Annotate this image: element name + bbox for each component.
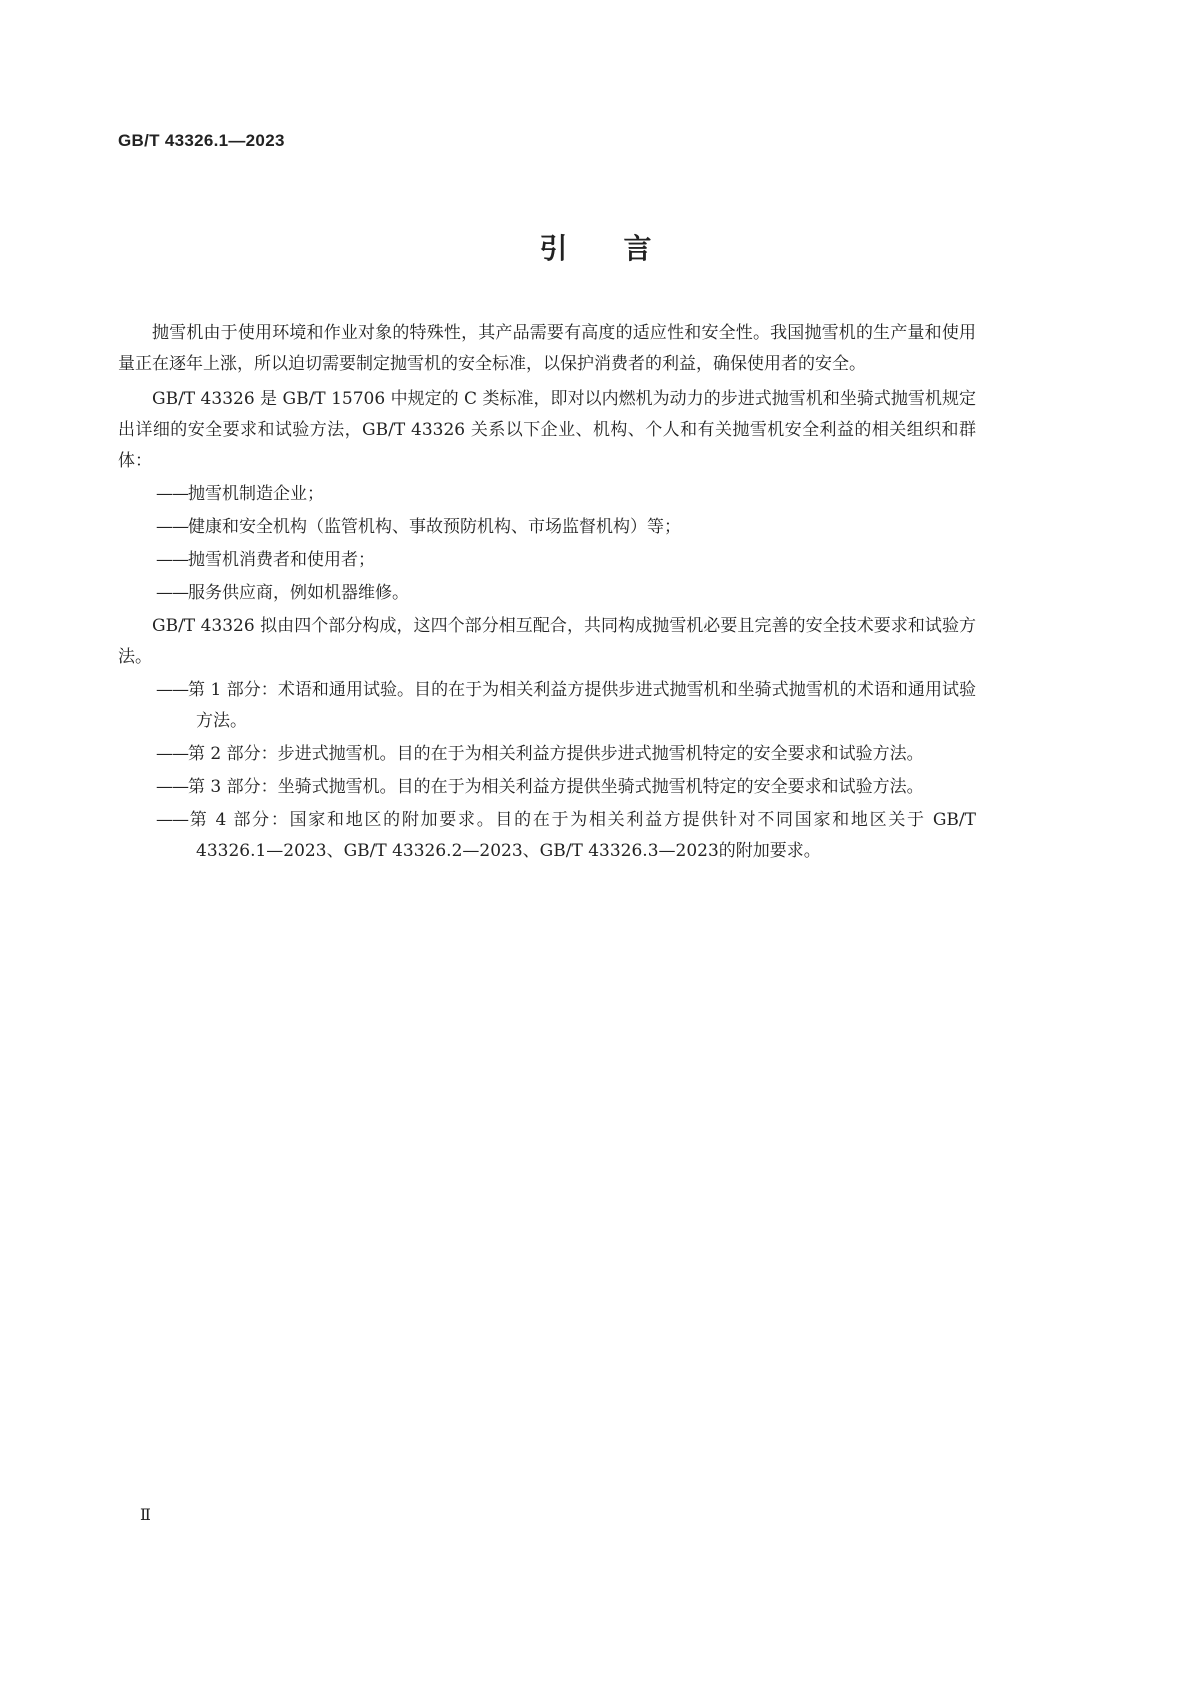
list-item-part: [118, 739, 976, 770]
list-item-text: 第 1 部分：术语和通用试验。目的在于为相关利益方提供步进式抛雪机和坐骑式抛雪机的术语和通用试验方法。: [188, 680, 976, 731]
list-dash: ——: [156, 583, 188, 603]
list-item-text: 抛雪机消费者和使用者；: [188, 550, 375, 570]
list-item-part: [118, 805, 976, 867]
standard-number: GB/T 43326.1—2023: [118, 131, 285, 150]
list-item-part: [118, 772, 976, 803]
list-dash: ——: [156, 680, 188, 700]
document-body: [118, 318, 976, 867]
page-number: Ⅱ: [140, 1505, 151, 1524]
list-item-text: 抛雪机制造企业；: [188, 484, 324, 504]
list-dash: ——: [156, 517, 188, 537]
list-item-stakeholder: [118, 545, 976, 576]
list-item-stakeholder: [118, 479, 976, 510]
page-title: 引言: [539, 232, 708, 265]
list-item-text: 健康和安全机构（监管机构、事故预防机构、市场监督机构）等；: [188, 517, 681, 537]
list-item-text: 第 3 部分：坐骑式抛雪机。目的在于为相关利益方提供坐骑式抛雪机特定的安全要求和试验方法。: [188, 777, 924, 797]
list-dash: ——: [156, 484, 188, 504]
paragraph-intro: 抛雪机由于使用环境和作业对象的特殊性，其产品需要有高度的适应性和安全性。我国抛雪机的生产量和使用量正在逐年上涨，所以迫切需要制定抛雪机的安全标准，以保护消费者的利益，确保使用者的安全。: [118, 323, 976, 374]
list-item-text: 第 2 部分：步进式抛雪机。目的在于为相关利益方提供步进式抛雪机特定的安全要求和试验方法。: [188, 744, 924, 764]
list-item-stakeholder: [118, 578, 976, 609]
paragraph-standard-class: GB/T 43326 是 GB/T 15706 中规定的 C 类标准，即对以内燃机为动力的步进式抛雪机和坐骑式抛雪机规定出详细的安全要求和试验方法，GB/T 43326 关系以下企业、机构、个人和有关抛雪机安全利益的相关组织和群体：: [118, 389, 976, 471]
list-dash: ——: [156, 550, 188, 570]
list-item-text: 第 4 部分：国家和地区的附加要求。目的在于为相关利益方提供针对不同国家和地区关于 GB/T 43326.1—2023、GB/T 43326.2—2023、GB/T 43326.3—2023的附加要求。: [188, 810, 976, 861]
list-item-stakeholder: [118, 512, 976, 543]
paragraph-parts-overview: GB/T 43326 拟由四个部分构成，这四个部分相互配合，共同构成抛雪机必要且完善的安全技术要求和试验方法。: [118, 616, 976, 667]
list-item-part: [118, 675, 976, 737]
list-dash: ——: [156, 810, 188, 830]
list-dash: ——: [156, 744, 188, 764]
list-dash: ——: [156, 777, 188, 797]
list-item-text: 服务供应商，例如机器维修。: [188, 583, 409, 603]
